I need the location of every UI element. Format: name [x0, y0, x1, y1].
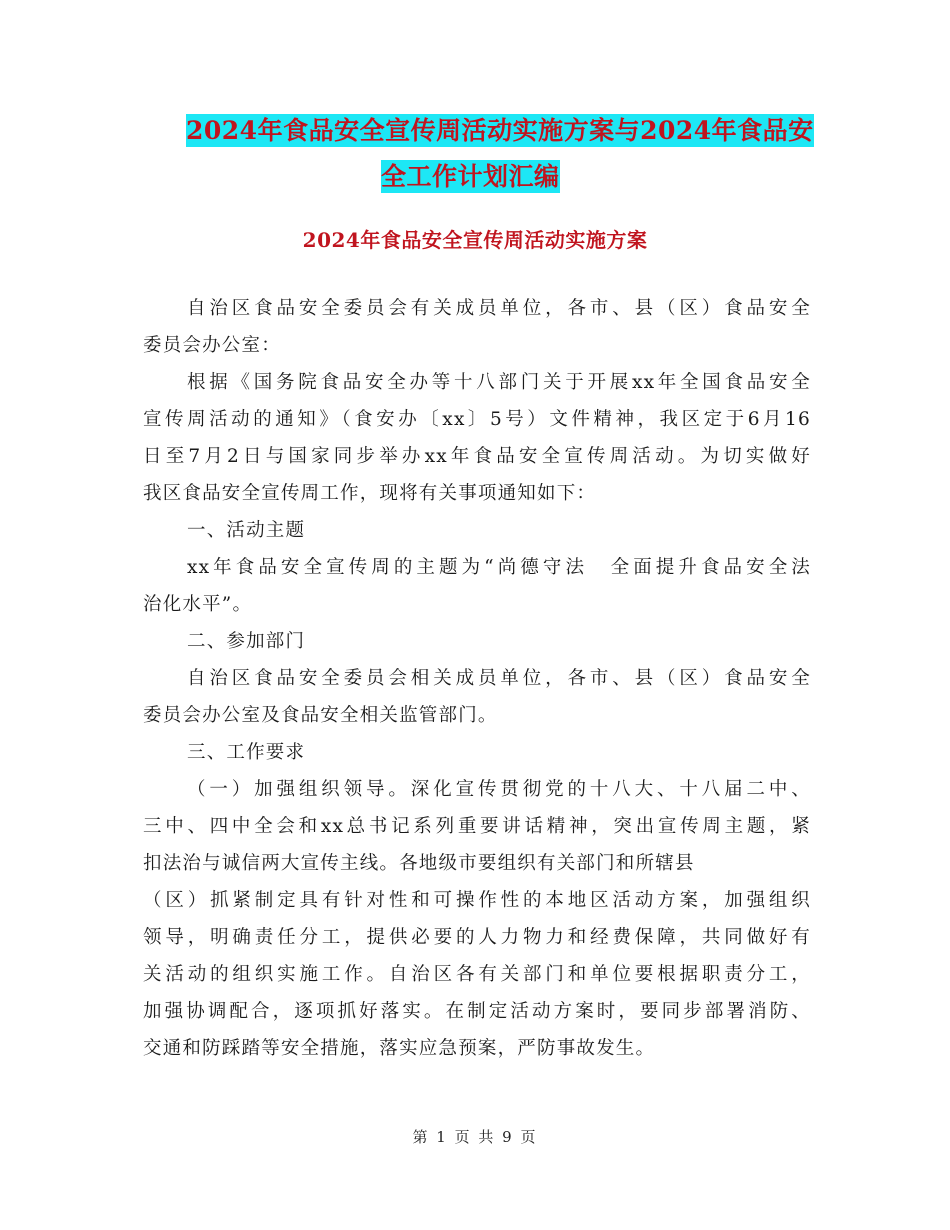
body-line: 领导，明确责任分工，提供必要的人力物力和经费保障，共同做好有 [143, 927, 811, 948]
document-body [143, 290, 811, 1067]
section-heading: 一、活动主题 [187, 520, 306, 541]
body-line: 自治区食品安全委员会有关成员单位，各市、县（区）食品安全 [187, 298, 811, 319]
body-line: 委员会办公室及食品安全相关监管部门。 [143, 705, 498, 726]
document-title [0, 108, 950, 200]
title-line-1: 2024年食品安全宣传周活动实施方案与2024年食品安 [186, 116, 814, 145]
page-footer: 第 1 页 共 9 页 [412, 1128, 538, 1146]
body-line: xx年食品安全宣传周的主题为“尚德守法 全面提升食品安全法 [187, 557, 811, 578]
body-line: 加强协调配合，逐项抓好落实。在制定活动方案时，要同步部署消防、 [143, 1001, 811, 1022]
section-heading: 三、工作要求 [187, 742, 306, 763]
body-line: （一）加强组织领导。深化宣传贯彻党的十八大、十八届二中、 [187, 779, 811, 800]
body-line: 日至7月2日与国家同步举办xx年食品安全宣传周活动。为切实做好 [143, 446, 811, 467]
section-subtitle: 2024年食品安全宣传周活动实施方案 [302, 228, 648, 252]
body-line: 我区食品安全宣传周工作，现将有关事项通知如下： [143, 483, 597, 504]
body-line: 交通和防踩踏等安全措施，落实应急预案，严防事故发生。 [143, 1038, 656, 1059]
body-line: 自治区食品安全委员会相关成员单位，各市、县（区）食品安全 [187, 668, 811, 689]
body-line: （区）抓紧制定具有针对性和可操作性的本地区活动方案，加强组织 [143, 890, 811, 911]
body-line: 扣法治与诚信两大宣传主线。各地级市要组织有关部门和所辖县 [143, 853, 695, 874]
body-line: 根据《国务院食品安全办等十八部门关于开展xx年全国食品安全 [187, 372, 811, 393]
body-line: 委员会办公室： [143, 335, 281, 356]
body-line: 治化水平”。 [143, 594, 253, 615]
body-line: 三中、四中全会和xx总书记系列重要讲话精神，突出宣传周主题，紧 [143, 816, 811, 837]
title-line-2: 全工作计划汇编 [381, 162, 560, 191]
body-line: 宣传周活动的通知》（食安办〔xx〕5号）文件精神，我区定于6月16 [143, 409, 811, 430]
section-heading: 二、参加部门 [187, 631, 306, 652]
body-line: 关活动的组织实施工作。自治区各有关部门和单位要根据职责分工， [143, 964, 811, 985]
